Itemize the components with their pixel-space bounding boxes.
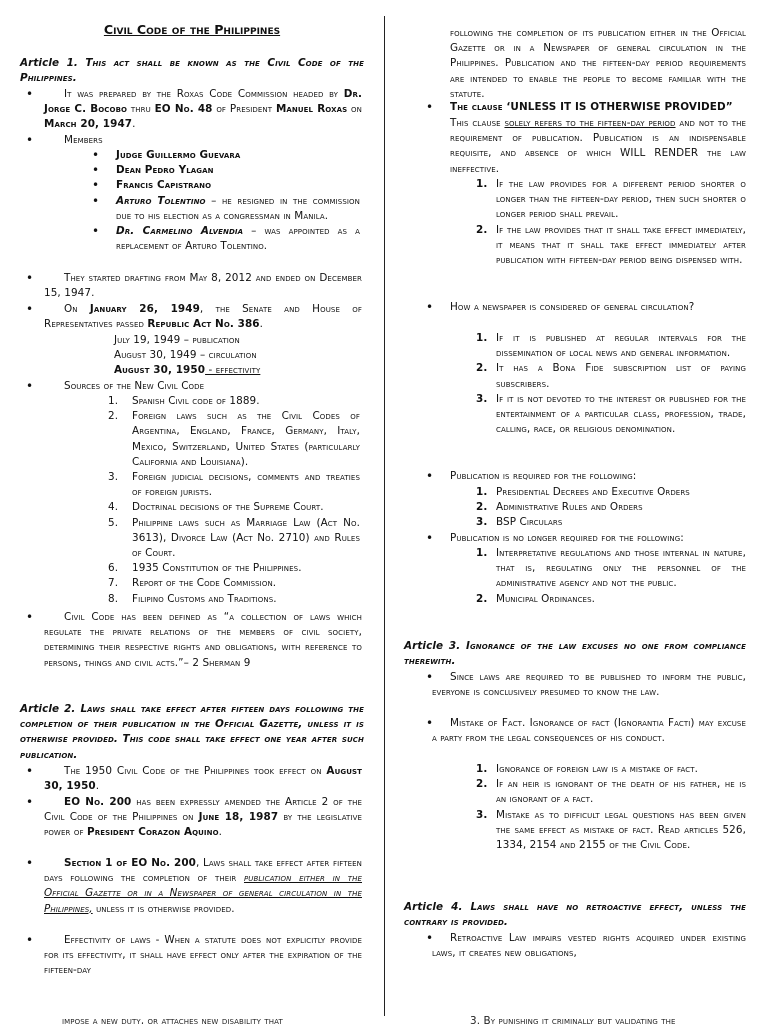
clause-item: 2. If the law provides that it shall take effect immediately, it means that it shall take effect immediately after publication with fifteen-day period being dispensed with.: [476, 223, 746, 267]
source-item: 1. Spanish Civil code of 1889.: [108, 395, 260, 407]
mistake-item: 3. Mistake as to difficult legal questions has been given the same effect as mistake of fact. Read articles 526, 1334, 2154 and 2155 of the Civil Code.: [476, 808, 746, 852]
newspaper-list: [476, 331, 746, 437]
source-item: 7. Report of the Code Commission.: [108, 577, 277, 590]
source-item: 5. Philippine laws such as Marriage Law (Act No. 3613), Divorce Law (Act No. 2710) and Rules of Court.: [108, 516, 360, 560]
member-item: • Judge Guillermo Guevara: [92, 148, 241, 162]
right-column: [404, 0, 748, 1024]
bullet-mistake: • Mistake of Fact. Ignorance of fact (Ignorantia Facti) may excuse a party from the legal consequences of his conduct.: [426, 716, 746, 745]
next-page-cutoff-right: 3. By punishing it criminally but validating the: [470, 1015, 676, 1024]
sources-list: [108, 394, 360, 607]
bullet-pubreq: • Publication is required for the following:: [426, 469, 637, 483]
bullet-defined: • Civil Code has been defined as “a collection of laws which regulate the private relations of the members of civil society, determining their respective rights and obligations, with reference to persons, things and civil acts.”– 2 Sherman 9: [26, 610, 362, 669]
source-item: 4. Doctrinal decisions of the Supreme Court.: [108, 501, 324, 514]
newspaper-item: 2. It has a Bona Fide subscription list of paying subscribers.: [476, 362, 746, 390]
bullet-dot: •: [26, 87, 34, 101]
pubreq-list: [476, 485, 746, 531]
left-column: [20, 0, 364, 1024]
bullet-retroactive: • Retroactive Law impairs vested rights acquired under existing laws, it creates new obligations,: [426, 931, 746, 960]
newspaper-item: 3. If it is not devoted to the interest or published for the entertainment of a particular class, profession, trade, calling, race, or religious denomination.: [476, 392, 746, 436]
mistake-list: [476, 762, 746, 853]
members-label: Members: [64, 134, 103, 146]
continuation-text: following the completion of its publication either in the Official Gazette or in a Newspaper of general circulation in the Philippines. Publication and the fifteen-day period requirements are intended to enable the people to become familiar with the statute.: [450, 27, 746, 100]
clause-item: 1. If the law provides for a different period shorter o longer than the fifteen-day period, then such shorter o longer period shall prevail.: [476, 178, 746, 221]
source-item: 8. Filipino Customs and Traditions.: [108, 592, 277, 605]
pubreq-item: 2. Administrative Rules and Orders: [476, 501, 643, 514]
bullet-pubnot: • Publication is no longer required for the following:: [426, 531, 684, 545]
document-title: Civil Code of the Philippines: [103, 22, 281, 37]
pubnot-item: 2. Municipal Ordinances.: [476, 592, 596, 605]
pubnot-list: [476, 546, 746, 607]
article-2: Article 2. Laws shall take effect after fifteen days following the completion of their publication in the Official Gazette, unless it is otherwise provided. This code shall take effect one year after such publication.: [20, 703, 364, 761]
bullet-dot: •: [26, 133, 34, 147]
bullet-clause: • The clause ‘UNLESS IT IS OTHERWISE PROVIDED”: [426, 100, 733, 114]
pubreq-item: 1. Presidential Decrees and Executive Orders: [476, 486, 690, 498]
clause-list: [476, 177, 746, 268]
bullet-january: • On January 26, 1949, the Senate and House of Representatives passed Republic Act No. 386.: [26, 302, 362, 331]
date-publication: July 19, 1949 – publication: [114, 334, 240, 346]
newspaper-item: 1. If it is published at regular intervals for the dissemination of local news and general information.: [476, 332, 746, 360]
article-3: Article 3. Ignorance of the law excuses no one from compliance therewith.: [404, 640, 746, 668]
bullet-eo200: • EO No. 200 has been expressly amended the Article 2 of the Civil Code of the Philippines on June 18, 1987 by the legislative power of President Corazon Aquino.: [26, 795, 362, 839]
article-1-text: This act shall be known as the Civil Code of the Philippines.: [20, 57, 364, 85]
member-item: • Dean Pedro Ylagan: [92, 163, 214, 178]
article-1: [20, 56, 364, 86]
key-dates: [114, 333, 354, 379]
date-effectivity: August 30, 1950 - effectivity: [114, 364, 261, 377]
column-divider: [384, 16, 385, 1016]
source-item: 6. 1935 Constitution of the Philippines.: [108, 562, 302, 575]
bullet-section1: • Section 1 of EO No. 200, Laws shall take effect after fifteen days following the completion of their publication either in the Official Gazette or in a Newspaper of general circulation in the Philippines, unless it is otherwise provided.: [26, 856, 362, 915]
source-item: 2. Foreign laws such as the Civil Codes of Argentina, England, France, Germany, Italy, Mexico, Switzerland, United States (particularly California and Louisiana).: [108, 410, 360, 468]
bullet-since: • Since laws are required to be published to inform the public, everyone is conclusively presumed to know the law.: [426, 670, 746, 699]
date-circulation: August 30, 1949 – circulation: [114, 349, 257, 362]
bullet-1950: • The 1950 Civil Code of the Philippines took effect on August 30, 1950.: [26, 764, 362, 793]
bullet-prepared: • It was prepared by the Roxas Code Commission headed by Dr. Jorge C. Bocobo thru EO No. 48 of President Manuel Roxas on March 20, 1947.: [26, 87, 363, 131]
mistake-item: 1. Ignorance of foreign law is a mistake of fact.: [476, 763, 699, 775]
member-item: • Arturo Tolentino – he resigned in the commission due to his election as a congressman in Manila.: [92, 193, 360, 222]
clause-explanation: This clause solely refers to the fifteen-day period and not to the requirement of publication. Publication is an indispensable requisite, and absence of which WILL RENDER the law ineffective.: [450, 117, 747, 175]
members-list: [92, 148, 360, 254]
bullet-effectivity: • Effectivity of laws - When a statute does not explicitly provide for its effectivity, it shall have effect only after the expiration of the fifteen-day: [26, 933, 362, 977]
article-1-label: Article 1.: [20, 57, 78, 69]
source-item: 3. Foreign judicial decisions, comments and treaties of foreign jurists.: [108, 471, 360, 499]
pubreq-item: 3. BSP Circulars: [476, 516, 563, 529]
member-item: • Francis Capistrano: [92, 178, 212, 193]
member-item: • Dr. Carmelino Alvendia – was appointed as a replacement of Arturo Tolentino.: [92, 224, 360, 253]
pubnot-item: 1. Interpretative regulations and those internal in nature, that is, regulating only the personnel of the administrative agency and not the public.: [476, 547, 746, 590]
bullet-sources: • Sources of the New Civil Code: [26, 379, 205, 393]
next-page-cutoff-left: impose a new duty, or attaches new disability that: [62, 1015, 283, 1024]
bullet-newspaper: • How a newspaper is considered of general circulation?: [426, 300, 695, 314]
mistake-item: 2. If an heir is ignorant of the death of his father, he is an ignorant of a fact.: [476, 778, 746, 806]
bullet-drafting: • They started drafting from May 8, 2012 and ended on December 15, 1947.: [26, 271, 362, 300]
article-4: Article 4. Laws shall have no retroactive effect, unless the contrary is provided.: [404, 901, 746, 929]
bullet-members: [26, 133, 362, 148]
